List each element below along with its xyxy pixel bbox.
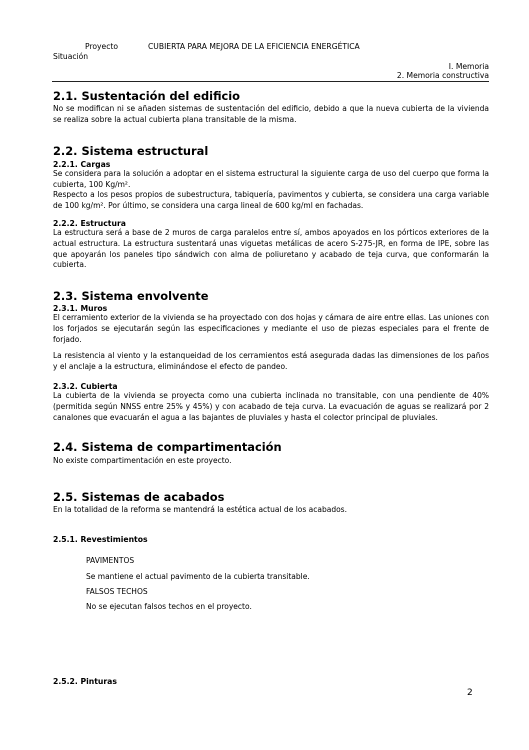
falsos-techos-text: No se ejecutan falsos techos en el proyecto. bbox=[86, 602, 252, 611]
section-2-5-title: 2.5. Sistemas de acabados bbox=[53, 490, 225, 504]
section-2-2-1-p1: Se considera para la solución a adoptar en el sistema estructural la siguiente carga de uso del cuerpo que forma la cubierta, 100 Kg/m². bbox=[53, 169, 489, 189]
section-2-3-1-title: 2.3.1. Muros bbox=[53, 304, 108, 313]
section-2-5-text: En la totalidad de la reforma se mantendrá la estética actual de los acabados. bbox=[53, 505, 347, 514]
section-2-2-1-p2: Respecto a los pesos propios de subestructura, tabiquería, pavimentos y cubierta, se considera una carga variable de 100 kg/m². Por último, se considera una carga lineal de 600 kg/ml en fachadas. bbox=[53, 190, 489, 210]
header-situacion-label: Situación bbox=[53, 52, 89, 61]
falsos-techos-label: FALSOS TECHOS bbox=[86, 587, 148, 596]
header-project-title: CUBIERTA PARA MEJORA DE LA EFICIENCIA ENERGÉTICA bbox=[148, 42, 360, 51]
header-doc-part: I. Memoria bbox=[448, 62, 489, 71]
section-2-3-2-title: 2.3.2. Cubierta bbox=[53, 382, 118, 391]
section-2-4-text: No existe compartimentación en este proyecto. bbox=[53, 456, 232, 465]
section-2-3-1-p1: El cerramiento exterior de la vivienda se ha proyectado con dos hojas y cámara de aire entre ellas. Las uniones con los forjados se ejecutarán según las especificaciones y mediante el uso de piezas especiales para el frente de forjado. bbox=[53, 313, 489, 344]
section-2-2-2-title: 2.2.2. Estructura bbox=[53, 219, 126, 228]
header-rule bbox=[52, 81, 489, 82]
section-2-5-1-title: 2.5.1. Revestimientos bbox=[53, 535, 148, 544]
section-2-3-1-p2: La resistencia al viento y la estanqueidad de los cerramientos está asegurada dadas las dimensiones de los paños y el anclaje a la estructura, eliminándose el efecto de pandeo. bbox=[53, 351, 489, 371]
section-2-3-2-text: La cubierta de la vivienda se proyecta como una cubierta inclinada no transitable, con una pendiente de 40% (permitida según NNSS entre 25% y 45%) y con acabado de teja curva. La evacuación de aguas se realizará por 2 canalones que evacuarán el agua a las bajantes de pluviales y hasta el colector principal de pluviales. bbox=[53, 391, 489, 422]
page-number: 2 bbox=[467, 688, 473, 698]
section-2-2-1-title: 2.2.1. Cargas bbox=[53, 160, 111, 169]
section-2-1-text: No se modifican ni se añaden sistemas de sustentación del edificio, debido a que la nueva cubierta de la vivienda se realiza sobre la actual cubierta plana transitable de la misma. bbox=[53, 104, 489, 124]
pavimentos-label: PAVIMENTOS bbox=[86, 556, 135, 565]
section-2-2-2-text: La estructura será a base de 2 muros de carga paralelos entre sí, ambos apoyados en los pórticos exteriores de la actual estructura. La estructura sustentará unas viguetas metálicas de acero S-275-JR, en forma de IPE, sobre las que apoyarán los paneles tipo sándwich con alma de poliuretano y acabado de teja curva, que conformarán la cubierta. bbox=[53, 228, 489, 270]
pavimentos-text: Se mantiene el actual pavimento de la cubierta transitable. bbox=[86, 572, 310, 581]
section-2-1-title: 2.1. Sustentación del edificio bbox=[53, 89, 240, 103]
section-2-2-title: 2.2. Sistema estructural bbox=[53, 144, 209, 158]
header-doc-section: 2. Memoria constructiva bbox=[396, 71, 489, 80]
section-2-3-title: 2.3. Sistema envolvente bbox=[53, 289, 209, 303]
header-proyecto-label: Proyecto bbox=[85, 42, 119, 51]
section-2-4-title: 2.4. Sistema de compartimentación bbox=[53, 440, 282, 454]
section-2-5-2-title: 2.5.2. Pinturas bbox=[53, 677, 117, 686]
